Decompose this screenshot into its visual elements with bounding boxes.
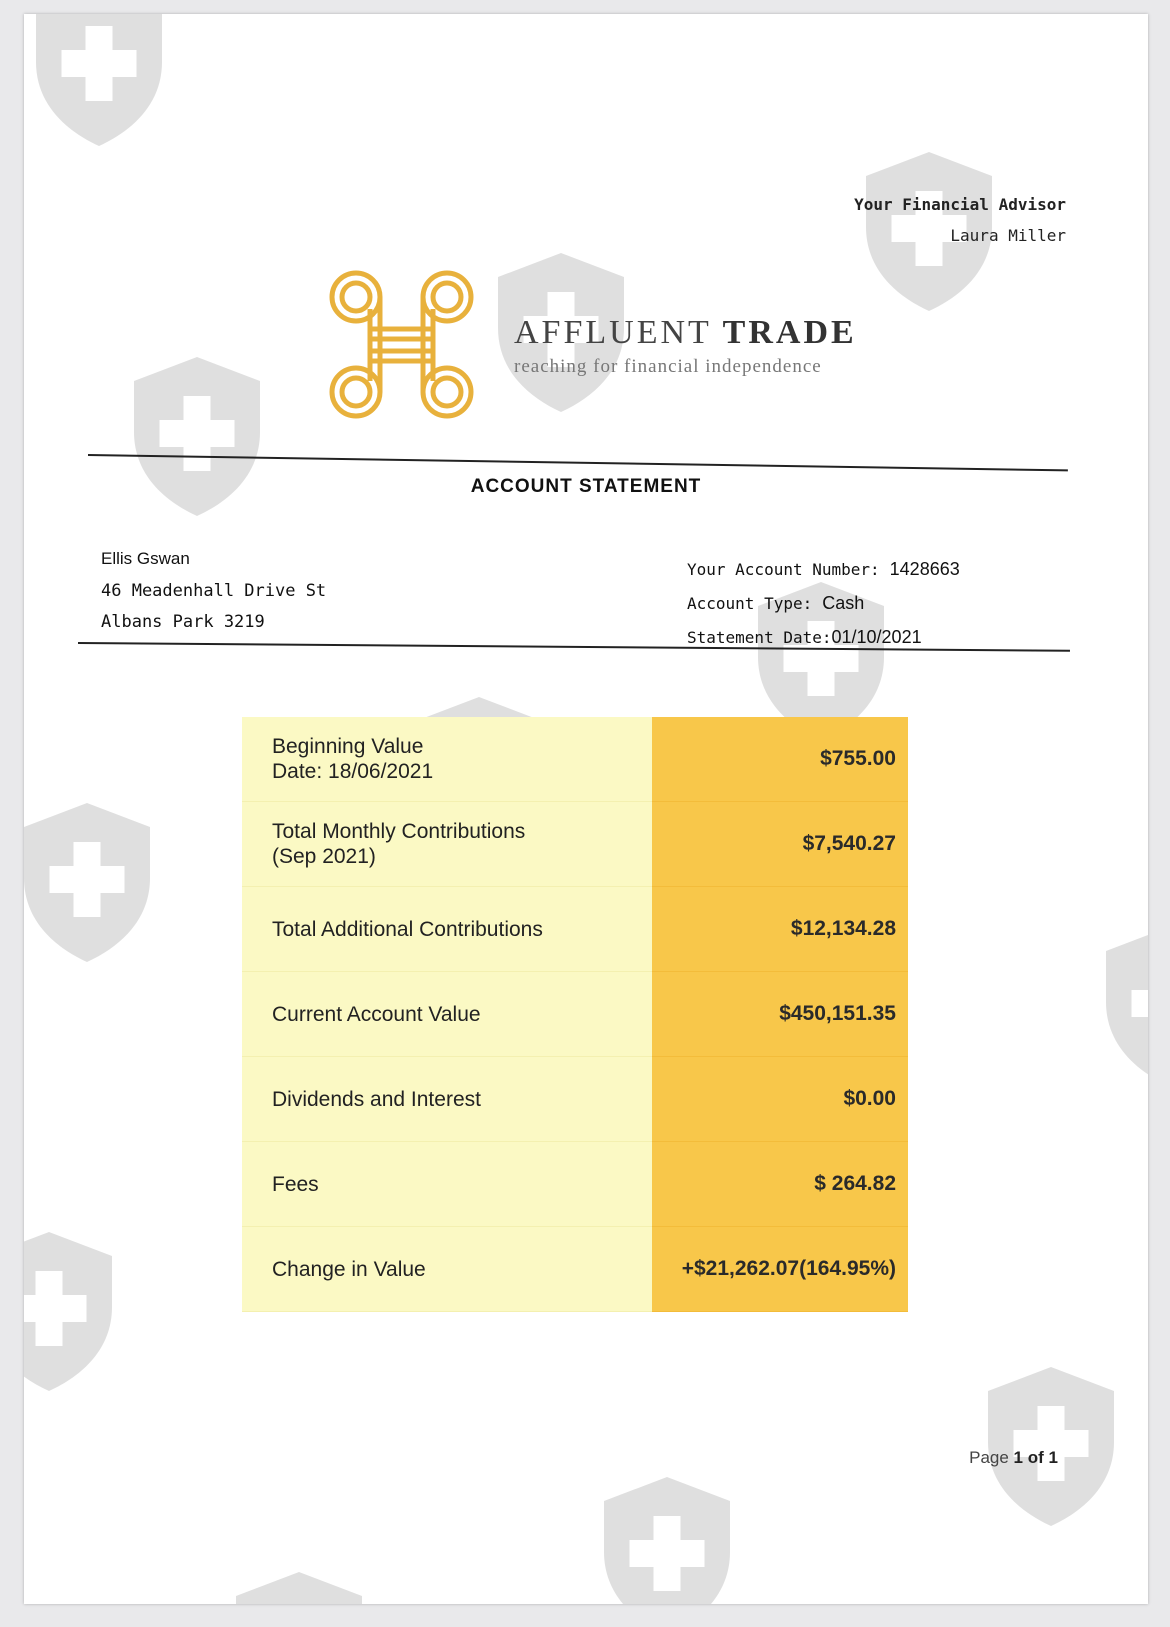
row-label: Total Monthly Contributions (Sep 2021) (242, 802, 652, 887)
shield-cross-icon (24, 14, 174, 149)
row-value: $450,151.35 (652, 972, 908, 1057)
brand-tagline: reaching for financial independence (514, 356, 822, 377)
row-label: Fees (242, 1142, 652, 1227)
shield-cross-icon (24, 1229, 124, 1394)
shield-cross-icon (224, 1569, 374, 1604)
shield-cross-icon (976, 1364, 1126, 1529)
table-row (242, 1142, 908, 1227)
loop-knot-logo-icon (314, 257, 489, 432)
statement-page (24, 14, 1148, 1604)
page-number: Page 1 of 1 (969, 1448, 1058, 1467)
row-value: $ 264.82 (652, 1142, 908, 1227)
client-name: Ellis Gswan (101, 549, 190, 568)
row-value: $12,134.28 (652, 887, 908, 972)
brand-name-bold: TRADE (722, 314, 857, 351)
row-label: Current Account Value (242, 972, 652, 1057)
row-value: +$21,262.07(164.95%) (652, 1227, 908, 1312)
row-label: Total Additional Contributions (242, 887, 652, 972)
shield-cross-icon (1094, 924, 1148, 1089)
table-row (242, 1057, 908, 1142)
table-row (242, 802, 908, 887)
row-label: Dividends and Interest (242, 1057, 652, 1142)
advisor-name: Laura Miller (950, 226, 1066, 245)
statement-date-value: 01/10/2021 (831, 627, 922, 647)
account-number-value: 1428663 (889, 559, 960, 579)
brand-name-light: AFFLUENT (514, 314, 712, 351)
address-line-2: Albans Park 3219 (101, 612, 265, 632)
account-summary-table (242, 717, 908, 1312)
advisor-title: Your Financial Advisor (854, 195, 1066, 214)
statement-title: ACCOUNT STATEMENT (470, 476, 702, 497)
row-value: $0.00 (652, 1057, 908, 1142)
brand-block (514, 314, 857, 378)
row-value: $7,540.27 (652, 802, 908, 887)
table-row (242, 717, 908, 802)
table-row (242, 1227, 908, 1312)
statement-date-label: Statement Date: (687, 628, 832, 647)
table-row (242, 972, 908, 1057)
row-label: Beginning Value Date: 18/06/2021 (242, 717, 652, 802)
account-type-label: Account Type: (687, 594, 813, 613)
financial-advisor-block (854, 195, 1066, 245)
account-type-value: Cash (822, 593, 865, 613)
row-value: $755.00 (652, 717, 908, 802)
shield-cross-icon (592, 1474, 742, 1604)
address-line-1: 46 Meadenhall Drive St (101, 581, 327, 601)
shield-cross-icon (24, 800, 162, 965)
table-row (242, 887, 908, 972)
account-number-label: Your Account Number: (687, 560, 880, 579)
client-address (101, 549, 326, 643)
brand-name (514, 314, 857, 352)
account-info (687, 559, 960, 661)
row-label: Change in Value (242, 1227, 652, 1312)
